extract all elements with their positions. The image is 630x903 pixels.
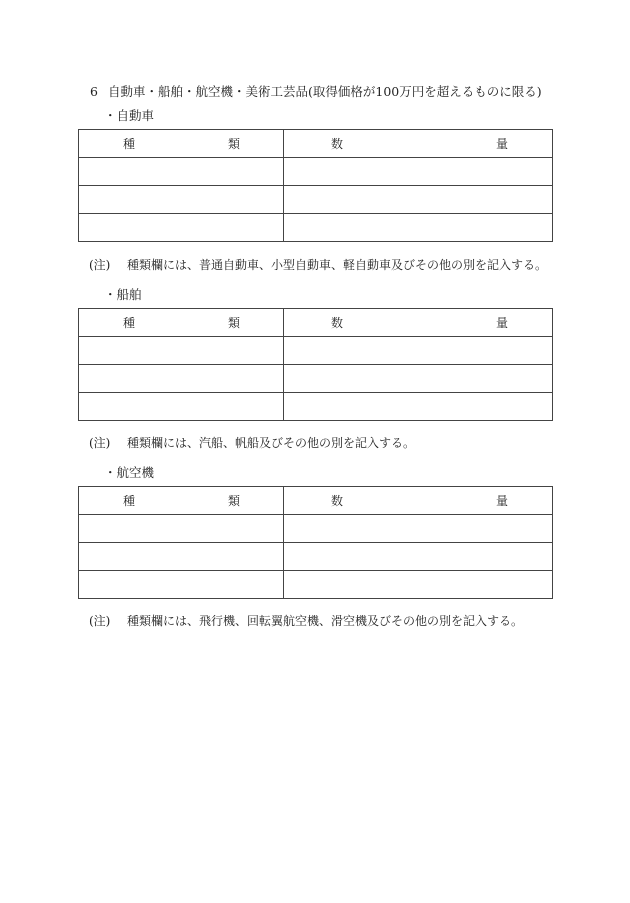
table-row: [79, 515, 553, 543]
table-row: [79, 393, 553, 421]
note-automobile: [89, 256, 547, 273]
note-ship: [89, 434, 415, 451]
quantity-cell[interactable]: [284, 571, 553, 599]
quantity-cell[interactable]: [284, 543, 553, 571]
note-aircraft: [89, 612, 523, 629]
automobile-table: [78, 129, 553, 242]
table-row: [79, 158, 553, 186]
kind-cell[interactable]: [79, 571, 284, 599]
header-quantity: 数 量: [284, 309, 553, 337]
table-row: [79, 214, 553, 242]
subsection-title-ship: ・船舶: [104, 287, 142, 302]
kind-cell[interactable]: [79, 186, 284, 214]
header-kind: 種 類: [79, 487, 284, 515]
note-lead: (注): [89, 258, 111, 272]
ship-table: [78, 308, 553, 421]
section-title: 自動車・船舶・航空機・美術工芸品(取得価格が100万円を超えるものに限る): [108, 84, 542, 99]
table-header-row: [79, 309, 553, 337]
header-kind: 種 類: [79, 130, 284, 158]
subsection-title-aircraft: ・航空機: [104, 465, 155, 480]
kind-cell[interactable]: [79, 214, 284, 242]
aircraft-table: [78, 486, 553, 599]
note-lead: (注): [89, 436, 111, 450]
kind-cell[interactable]: [79, 158, 284, 186]
quantity-cell[interactable]: [284, 365, 553, 393]
table-row: [79, 543, 553, 571]
quantity-cell[interactable]: [284, 214, 553, 242]
quantity-cell[interactable]: [284, 186, 553, 214]
note-text: 種類欄には、飛行機、回転翼航空機、滑空機及びその他の別を記入する。: [127, 614, 524, 628]
section-heading: [90, 82, 542, 100]
header-quantity: 数 量: [284, 130, 553, 158]
quantity-cell[interactable]: [284, 158, 553, 186]
note-text: 種類欄には、普通自動車、小型自動車、軽自動車及びその他の別を記入する。: [127, 258, 548, 272]
kind-cell[interactable]: [79, 543, 284, 571]
note-lead: (注): [89, 614, 111, 628]
table-row: [79, 337, 553, 365]
quantity-cell[interactable]: [284, 393, 553, 421]
table-row: [79, 365, 553, 393]
kind-cell[interactable]: [79, 337, 284, 365]
subsection-title-automobile: ・自動車: [104, 108, 155, 123]
table-header-row: [79, 130, 553, 158]
kind-cell[interactable]: [79, 515, 284, 543]
header-quantity: 数 量: [284, 487, 553, 515]
note-text: 種類欄には、汽船、帆船及びその他の別を記入する。: [127, 436, 416, 450]
table-row: [79, 186, 553, 214]
kind-cell[interactable]: [79, 365, 284, 393]
quantity-cell[interactable]: [284, 515, 553, 543]
table-row: [79, 571, 553, 599]
table-header-row: [79, 487, 553, 515]
header-kind: 種 類: [79, 309, 284, 337]
quantity-cell[interactable]: [284, 337, 553, 365]
section-number: 6: [90, 84, 98, 99]
kind-cell[interactable]: [79, 393, 284, 421]
